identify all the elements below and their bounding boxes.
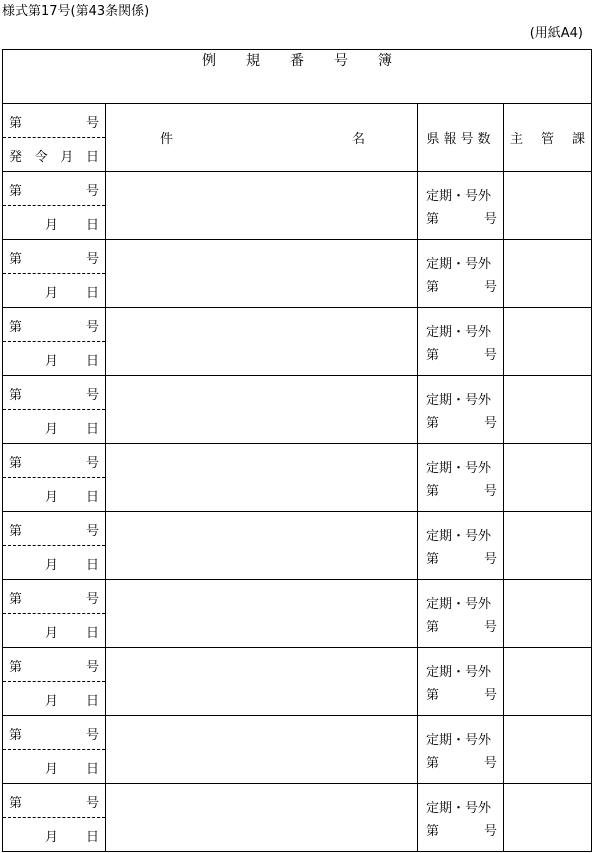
- row-day-label: 日: [85, 354, 99, 369]
- title-cell: [3, 50, 592, 104]
- row-subject-cell[interactable]: [106, 580, 418, 648]
- header-gazette-number-label: 県報号数: [426, 132, 495, 147]
- row-gazette-number-cell[interactable]: [418, 240, 504, 308]
- row-no-suffix: 号: [85, 252, 99, 267]
- row-number-date-cell[interactable]: [3, 376, 106, 444]
- row-no-prefix: 第: [9, 320, 23, 335]
- row-subject-cell[interactable]: [106, 648, 418, 716]
- row-number-date-cell[interactable]: [3, 716, 106, 784]
- row-gazette-number-cell[interactable]: [418, 444, 504, 512]
- issue-date-char: 日: [85, 150, 99, 165]
- row-department-cell[interactable]: [504, 580, 592, 648]
- row-no-suffix: 号: [85, 796, 99, 811]
- row-month-label: 月: [45, 694, 59, 709]
- row-gazette-no-prefix: 第: [426, 416, 440, 431]
- row-department-cell[interactable]: [504, 716, 592, 784]
- row-day-label: 日: [85, 490, 99, 505]
- title-char: 例: [202, 53, 216, 69]
- row-month-label: 月: [45, 830, 59, 845]
- table-row: [3, 376, 592, 444]
- title-char: 番: [290, 53, 304, 69]
- row-month-label: 月: [45, 422, 59, 437]
- table-row: [3, 512, 592, 580]
- row-month-label: 月: [45, 490, 59, 505]
- table-row: [3, 784, 592, 852]
- row-subject-cell[interactable]: [106, 308, 418, 376]
- register-table: [2, 49, 592, 852]
- row-gazette-number-cell[interactable]: [418, 512, 504, 580]
- row-gazette-no-suffix: 号: [483, 688, 497, 703]
- row-day-label: 日: [85, 218, 99, 233]
- row-month-label: 月: [45, 626, 59, 641]
- row-gazette-no-prefix: 第: [426, 212, 440, 227]
- row-no-suffix: 号: [85, 388, 99, 403]
- row-day-label: 日: [85, 558, 99, 573]
- row-gazette-no-prefix: 第: [426, 484, 440, 499]
- row-month-label: 月: [45, 354, 59, 369]
- header-gazette-number-cell: [418, 104, 504, 172]
- row-day-label: 日: [85, 286, 99, 301]
- row-gazette-type: 定期・号外: [426, 529, 492, 544]
- row-no-prefix: 第: [9, 660, 23, 675]
- department-char: 課: [571, 132, 585, 147]
- row-number-date-cell[interactable]: [3, 444, 106, 512]
- row-no-prefix: 第: [9, 592, 23, 607]
- header-department-cell: [504, 104, 592, 172]
- row-gazette-no-suffix: 号: [483, 620, 497, 635]
- row-no-prefix: 第: [9, 456, 23, 471]
- paper-size-note: (用紙A4): [529, 26, 583, 41]
- row-gazette-no-prefix: 第: [426, 552, 440, 567]
- form-number-label: 様式第17号(第43条関係): [2, 4, 150, 19]
- row-gazette-type: 定期・号外: [426, 393, 492, 408]
- row-gazette-type: 定期・号外: [426, 189, 492, 204]
- department-char: 管: [540, 132, 554, 147]
- row-no-prefix: 第: [9, 252, 23, 267]
- row-day-label: 日: [85, 830, 99, 845]
- row-subject-cell[interactable]: [106, 172, 418, 240]
- header-issue-date-label: [9, 146, 99, 165]
- table-row: [3, 444, 592, 512]
- row-department-cell[interactable]: [504, 444, 592, 512]
- header-subject-cell: [106, 104, 418, 172]
- row-gazette-type: 定期・号外: [426, 665, 492, 680]
- row-gazette-no-prefix: 第: [426, 824, 440, 839]
- row-subject-cell[interactable]: [106, 716, 418, 784]
- row-gazette-number-cell[interactable]: [418, 376, 504, 444]
- row-department-cell[interactable]: [504, 172, 592, 240]
- row-gazette-no-prefix: 第: [426, 620, 440, 635]
- row-gazette-number-cell[interactable]: [418, 172, 504, 240]
- row-gazette-number-cell[interactable]: [418, 648, 504, 716]
- issue-date-char: 月: [60, 150, 74, 165]
- row-gazette-type: 定期・号外: [426, 597, 492, 612]
- row-gazette-no-suffix: 号: [483, 484, 497, 499]
- row-month-label: 月: [45, 558, 59, 573]
- row-gazette-no-prefix: 第: [426, 688, 440, 703]
- header-no-suffix: 号: [85, 116, 99, 131]
- row-number-date-cell[interactable]: [3, 648, 106, 716]
- title-char: 簿: [378, 53, 392, 69]
- row-gazette-type: 定期・号外: [426, 801, 492, 816]
- row-gazette-type: 定期・号外: [426, 325, 492, 340]
- column-header-row: [3, 104, 592, 172]
- row-gazette-type: 定期・号外: [426, 733, 492, 748]
- row-gazette-no-suffix: 号: [483, 824, 497, 839]
- row-no-prefix: 第: [9, 796, 23, 811]
- title-char: 号: [334, 53, 348, 69]
- row-no-prefix: 第: [9, 388, 23, 403]
- table-row: [3, 580, 592, 648]
- header-subject-char: 名: [351, 132, 365, 147]
- header-subject-char: 件: [160, 132, 174, 147]
- issue-date-char: 発: [9, 150, 23, 165]
- row-department-cell[interactable]: [504, 648, 592, 716]
- row-gazette-no-suffix: 号: [483, 416, 497, 431]
- row-gazette-number-cell[interactable]: [418, 784, 504, 852]
- row-department-cell[interactable]: [504, 376, 592, 444]
- row-number-date-cell[interactable]: [3, 580, 106, 648]
- row-gazette-no-prefix: 第: [426, 280, 440, 295]
- row-gazette-no-suffix: 号: [483, 348, 497, 363]
- row-month-label: 月: [45, 762, 59, 777]
- row-department-cell[interactable]: [504, 240, 592, 308]
- row-department-cell[interactable]: [504, 784, 592, 852]
- table-row: [3, 240, 592, 308]
- row-no-suffix: 号: [85, 524, 99, 539]
- row-number-date-cell[interactable]: [3, 784, 106, 852]
- row-month-label: 月: [45, 286, 59, 301]
- table-row: [3, 648, 592, 716]
- row-subject-cell[interactable]: [106, 784, 418, 852]
- row-subject-cell[interactable]: [106, 376, 418, 444]
- row-subject-cell[interactable]: [106, 512, 418, 580]
- header-number-date-cell: [3, 104, 106, 172]
- row-day-label: 日: [85, 422, 99, 437]
- row-gazette-no-suffix: 号: [483, 756, 497, 771]
- row-no-suffix: 号: [85, 456, 99, 471]
- row-no-suffix: 号: [85, 184, 99, 199]
- row-gazette-no-suffix: 号: [483, 280, 497, 295]
- row-gazette-no-prefix: 第: [426, 348, 440, 363]
- title-char: 規: [246, 53, 260, 69]
- header-no-prefix: 第: [9, 116, 23, 131]
- row-department-cell[interactable]: [504, 308, 592, 376]
- row-gazette-type: 定期・号外: [426, 257, 492, 272]
- row-no-prefix: 第: [9, 728, 23, 743]
- row-no-prefix: 第: [9, 524, 23, 539]
- row-subject-cell[interactable]: [106, 444, 418, 512]
- row-department-cell[interactable]: [504, 512, 592, 580]
- row-no-prefix: 第: [9, 184, 23, 199]
- row-gazette-no-suffix: 号: [483, 212, 497, 227]
- row-gazette-type: 定期・号外: [426, 461, 492, 476]
- row-subject-cell[interactable]: [106, 240, 418, 308]
- department-char: 主: [510, 132, 524, 147]
- row-gazette-number-cell[interactable]: [418, 580, 504, 648]
- row-day-label: 日: [85, 626, 99, 641]
- row-gazette-no-suffix: 号: [483, 552, 497, 567]
- row-day-label: 日: [85, 694, 99, 709]
- row-no-suffix: 号: [85, 660, 99, 675]
- row-number-date-cell[interactable]: [3, 512, 106, 580]
- row-gazette-number-cell[interactable]: [418, 308, 504, 376]
- row-no-suffix: 号: [85, 728, 99, 743]
- title-row: [3, 50, 592, 104]
- row-number-date-cell[interactable]: [3, 172, 106, 240]
- row-gazette-no-prefix: 第: [426, 756, 440, 771]
- issue-date-char: 令: [34, 150, 48, 165]
- row-number-date-cell[interactable]: [3, 308, 106, 376]
- row-no-suffix: 号: [85, 592, 99, 607]
- register-title: [187, 53, 407, 69]
- table-row: [3, 172, 592, 240]
- row-day-label: 日: [85, 762, 99, 777]
- row-no-suffix: 号: [85, 320, 99, 335]
- row-gazette-number-cell[interactable]: [418, 716, 504, 784]
- table-row: [3, 308, 592, 376]
- table-row: [3, 716, 592, 784]
- row-number-date-cell[interactable]: [3, 240, 106, 308]
- row-month-label: 月: [45, 218, 59, 233]
- header-department-label: [504, 128, 591, 147]
